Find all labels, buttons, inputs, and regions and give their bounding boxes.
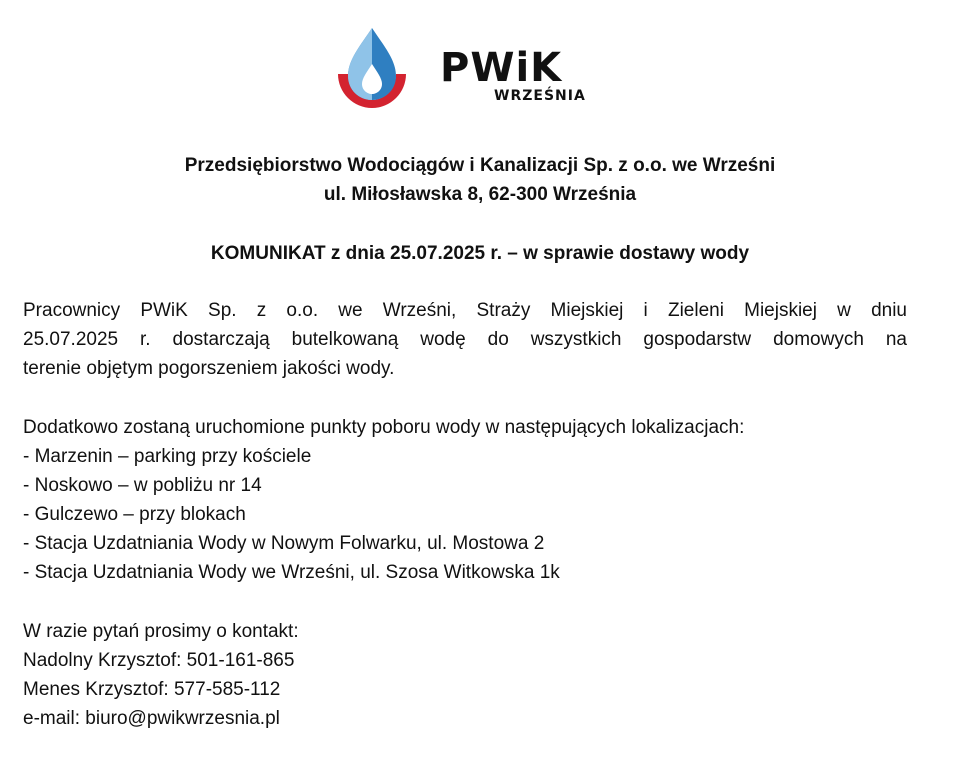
list-item: - Stacja Uzdatniania Wody we Wrześni, ul. Szosa Witkowska 1k bbox=[23, 562, 560, 583]
contact-intro: W razie pytań prosimy o kontakt: bbox=[23, 621, 299, 642]
paragraph-line: Pracownicy PWiK Sp. z o.o. we Wrześni, Straży Miejskiej i Zieleni Miejskiej w dniu bbox=[23, 300, 907, 321]
delivery-paragraph bbox=[23, 296, 907, 383]
water-points-section bbox=[23, 413, 907, 587]
contact-person-1: Nadolny Krzysztof: 501-161-865 bbox=[23, 650, 295, 671]
logo-brand-text: PWiK bbox=[440, 45, 563, 91]
water-points-intro: Dodatkowo zostaną uruchomione punkty poboru wody w następujących lokalizacjach: bbox=[23, 417, 745, 438]
list-item: - Gulczewo – przy blokach bbox=[23, 504, 246, 525]
paragraph-line: terenie objętym pogorszeniem jakości wody. bbox=[23, 358, 395, 379]
paragraph-line: 25.07.2025 r. dostarczają butelkowaną wodę do wszystkich gospodarstw domowych na bbox=[23, 329, 907, 350]
water-drop-logo-icon bbox=[332, 24, 412, 116]
list-item: - Stacja Uzdatniania Wody w Nowym Folwarku, ul. Mostowa 2 bbox=[23, 533, 545, 554]
contact-section bbox=[23, 617, 907, 733]
contact-email: e-mail: biuro@pwikwrzesnia.pl bbox=[23, 708, 280, 729]
contact-person-2: Menes Krzysztof: 577-585-112 bbox=[23, 679, 281, 700]
organization-name: Przedsiębiorstwo Wodociągów i Kanalizacji Sp. z o.o. we Wrześni bbox=[184, 155, 776, 176]
logo-subtitle-text: WRZEŚNIA bbox=[494, 88, 586, 104]
list-item: - Noskowo – w pobliżu nr 14 bbox=[23, 475, 262, 496]
list-item: - Marzenin – parking przy kościele bbox=[23, 446, 312, 467]
announcement-title: KOMUNIKAT z dnia 25.07.2025 r. – w sprawie dostawy wody bbox=[210, 243, 750, 264]
water-points-list bbox=[23, 442, 907, 587]
organization-address: ul. Miłosławska 8, 62-300 Września bbox=[323, 184, 637, 205]
company-logo bbox=[332, 24, 602, 116]
